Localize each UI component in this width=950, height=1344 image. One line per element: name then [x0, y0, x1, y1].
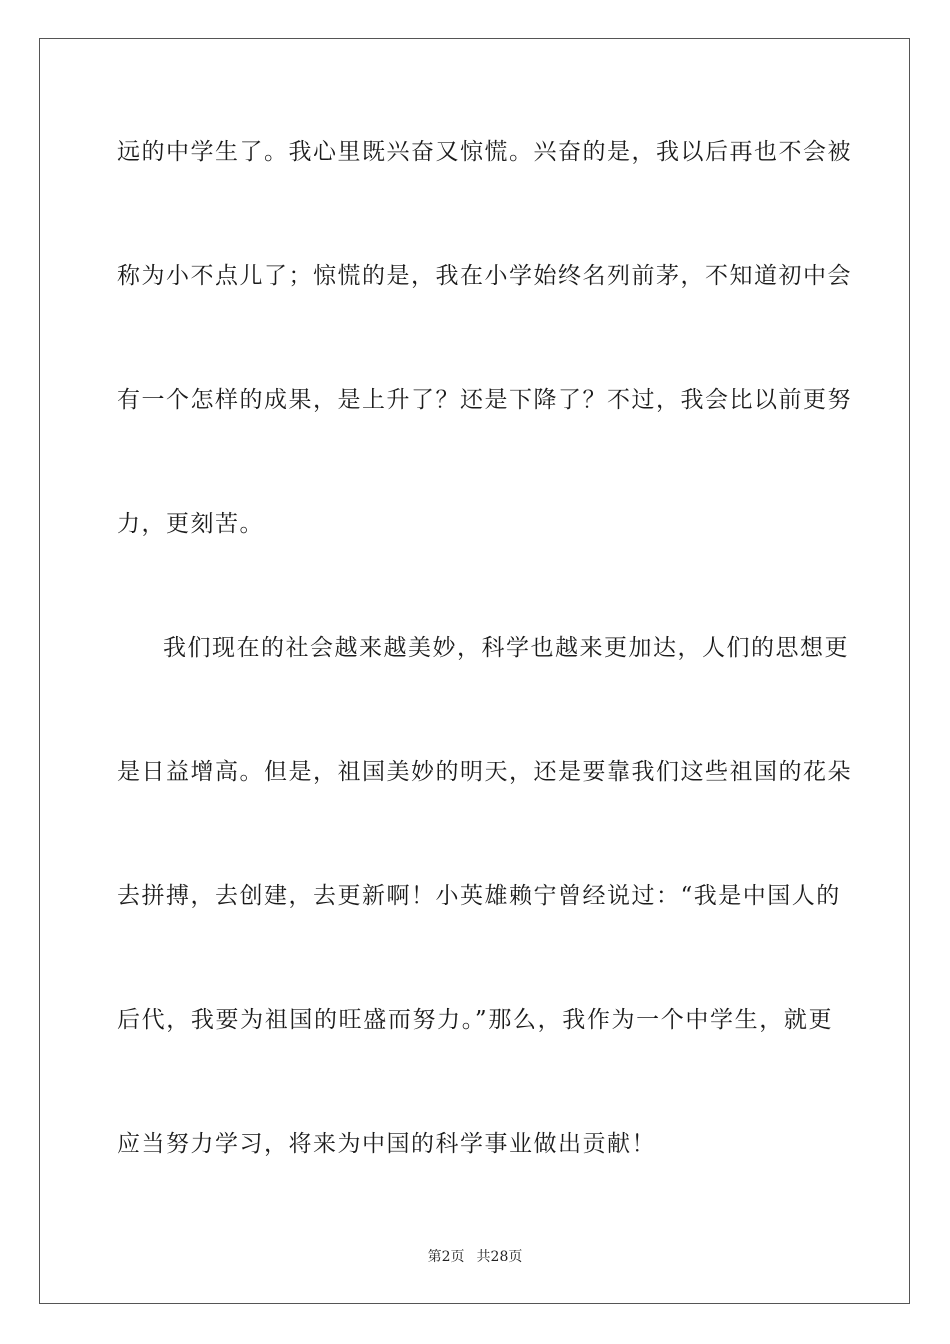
text-line: 我们现在的社会越来越美妙，科学也越来更加达，人们的思想更 — [163, 635, 849, 661]
text-line: 后代，我要为祖国的旺盛而努力。”那么，我作为一个中学生，就更 — [117, 1007, 833, 1033]
text-line: 有一个怎样的成果，是上升了？还是下降了？不过，我会比以前更努 — [117, 387, 852, 413]
current-page-number: 第2页 — [427, 1249, 465, 1265]
text-line: 称为小不点儿了；惊慌的是，我在小学始终名列前茅，不知道初中会 — [117, 263, 852, 289]
text-line: 是日益增高。但是，祖国美妙的明天，还是要靠我们这些祖国的花朵 — [117, 759, 852, 785]
page-footer — [0, 1246, 950, 1266]
body-text — [117, 126, 852, 1242]
text-line: 应当努力学习，将来为中国的科学事业做出贡献！ — [117, 1131, 656, 1157]
text-line: 远的中学生了。我心里既兴奋又惊慌。兴奋的是，我以后再也不会被 — [117, 139, 852, 165]
text-line: 去拼搏，去创建，去更新啊！小英雄赖宁曾经说过：“我是中国人的 — [117, 883, 841, 909]
total-page-count: 共28页 — [476, 1249, 523, 1265]
text-line: 力，更刻苦。 — [117, 511, 264, 537]
